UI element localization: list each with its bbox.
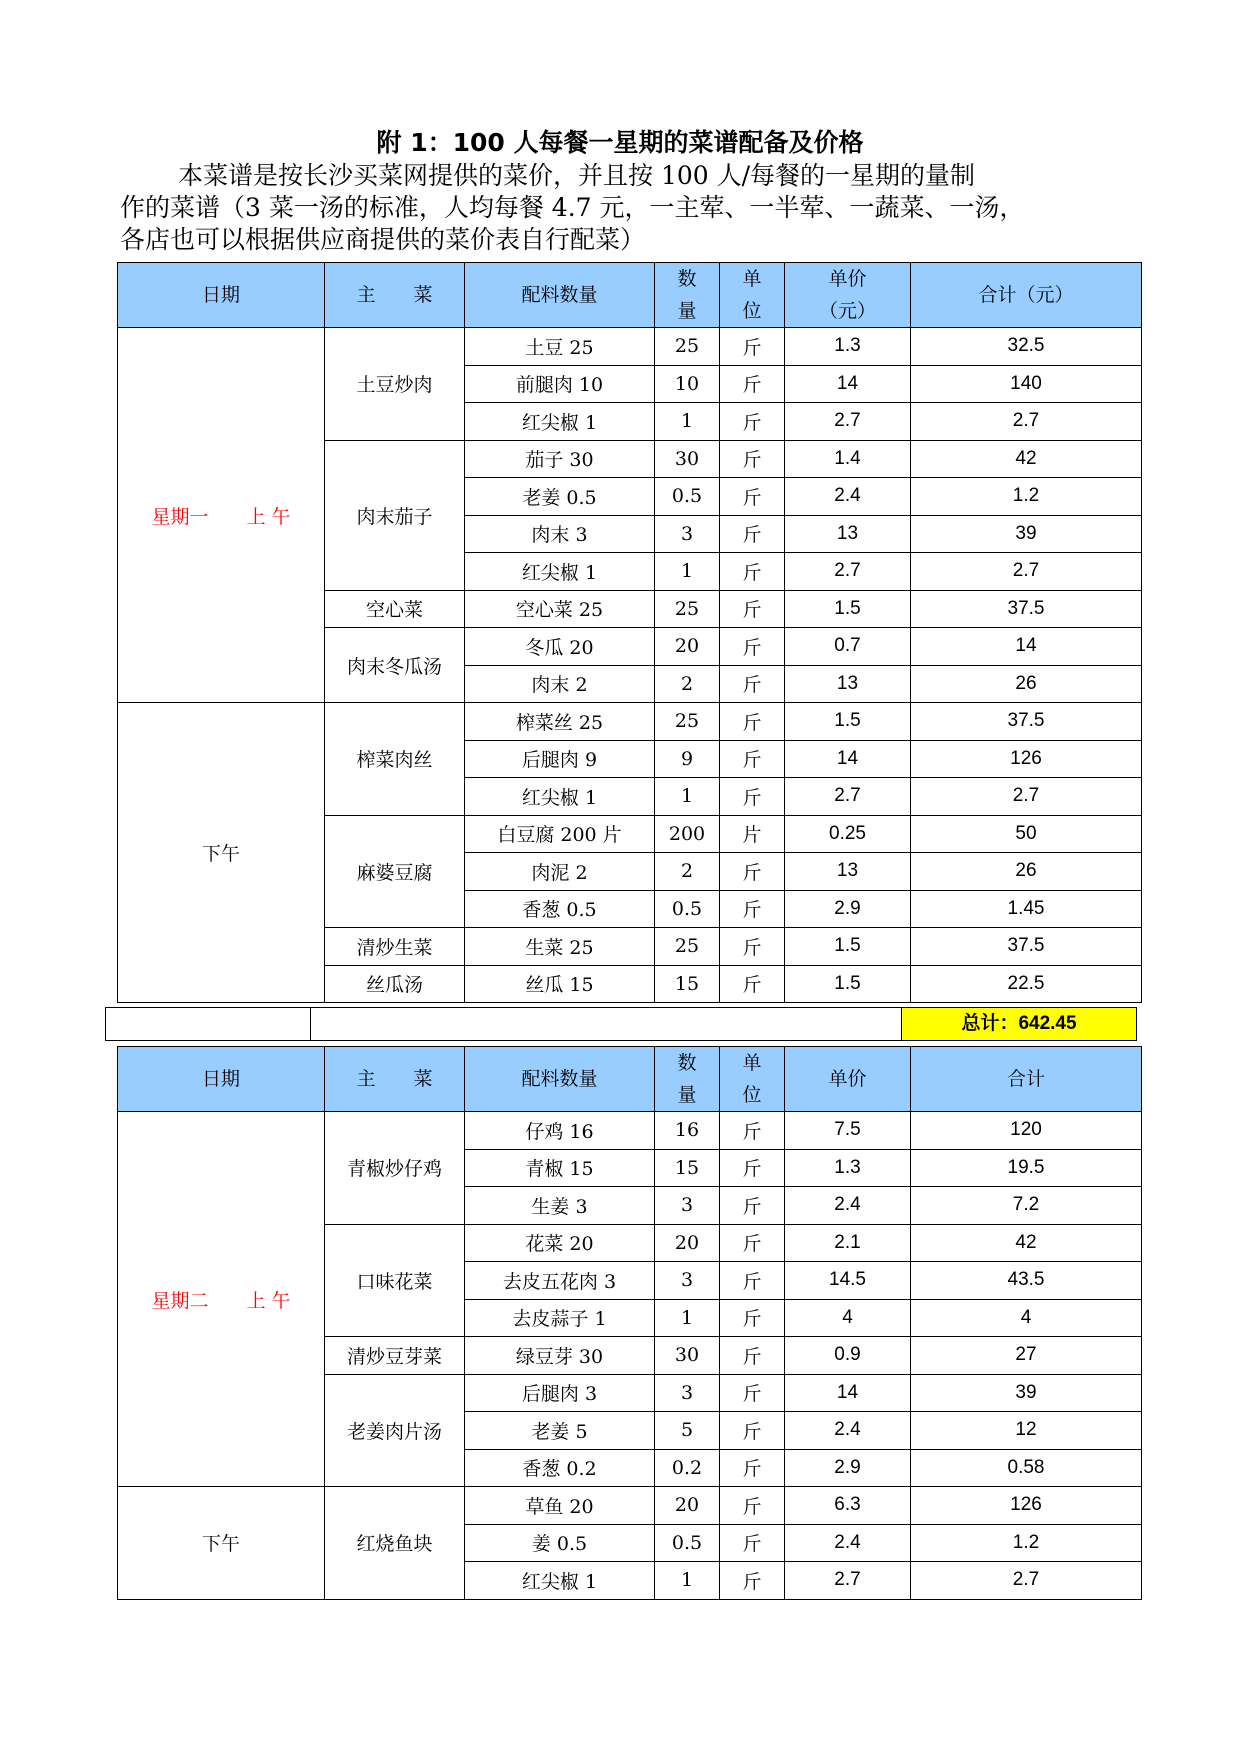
qty-cell: 0.2 [655, 1449, 720, 1487]
price-cell: 1.4 [785, 440, 911, 478]
intro-line-3: 各店也可以根据供应商提供的菜价表自行配菜） [120, 225, 646, 254]
qty-cell: 15 [655, 1149, 720, 1187]
total-cell: 27 [911, 1337, 1142, 1375]
total-cell: 39 [911, 1374, 1142, 1412]
price-cell: 2.9 [785, 1449, 911, 1487]
qty-cell: 0.5 [655, 890, 720, 928]
total-cell: 4 [911, 1299, 1142, 1337]
price-cell: 2.7 [785, 778, 911, 816]
header-price [785, 263, 911, 328]
total-cell: 12 [911, 1412, 1142, 1450]
date-cell [118, 703, 325, 1003]
header-qty [655, 263, 720, 328]
price-cell: 14 [785, 740, 911, 778]
header-price: 单价 [785, 1047, 911, 1112]
header-unit-a: 单 [742, 268, 762, 290]
header-total: 合计（元） [911, 263, 1142, 328]
qty-cell: 10 [655, 365, 720, 403]
qty-cell: 25 [655, 703, 720, 741]
qty-cell: 25 [655, 590, 720, 628]
dish-name-cell: 老姜肉片汤 [325, 1374, 465, 1487]
grand-total-row [105, 1007, 1137, 1041]
date-day: 下午 [201, 1533, 240, 1556]
header-unit [720, 263, 785, 328]
ingredient-cell: 去皮五花肉 3 [465, 1262, 655, 1300]
unit-cell: 斤 [720, 890, 785, 928]
dish-name-cell: 肉末茄子 [325, 440, 465, 590]
price-cell: 6.3 [785, 1487, 911, 1525]
header-qty [655, 1047, 720, 1112]
ingredient-cell: 红尖椒 1 [465, 553, 655, 591]
intro-paragraph [120, 160, 1140, 256]
qty-cell: 200 [655, 815, 720, 853]
total-cell: 126 [911, 1487, 1142, 1525]
header-date: 日期 [118, 263, 325, 328]
date-cell [118, 1112, 325, 1487]
total-cell: 50 [911, 815, 1142, 853]
grand-total-cell: 总计：642.45 [901, 1007, 1137, 1041]
qty-cell: 30 [655, 1337, 720, 1375]
menu-table-week1-part1 [117, 262, 1142, 1003]
total-cell: 32.5 [911, 328, 1142, 366]
price-cell: 14 [785, 1374, 911, 1412]
unit-cell: 斤 [720, 515, 785, 553]
document-title: 附 1：100 人每餐一星期的菜谱配备及价格 [376, 128, 864, 157]
unit-cell: 斤 [720, 478, 785, 516]
unit-cell: 斤 [720, 1262, 785, 1300]
qty-cell: 1 [655, 403, 720, 441]
table-row [118, 1112, 1142, 1150]
price-cell: 2.1 [785, 1224, 911, 1262]
header-ingredient: 配料数量 [465, 263, 655, 328]
intro-line-2: 作的菜谱（3 菜一汤的标准，人均每餐 4.7 元，一主荤、一半荤、一蔬菜、一汤， [120, 193, 1025, 222]
ingredient-cell: 花菜 20 [465, 1224, 655, 1262]
price-cell: 2.9 [785, 890, 911, 928]
grand-total-blank-left [105, 1007, 311, 1041]
qty-cell: 1 [655, 778, 720, 816]
ingredient-cell: 姜 0.5 [465, 1524, 655, 1562]
price-cell: 0.7 [785, 628, 911, 666]
dish-name-cell: 清炒豆芽菜 [325, 1337, 465, 1375]
total-cell: 1.2 [911, 478, 1142, 516]
unit-cell: 斤 [720, 1224, 785, 1262]
ingredient-cell: 生姜 3 [465, 1187, 655, 1225]
header-unit [720, 1047, 785, 1112]
unit-cell: 斤 [720, 1149, 785, 1187]
qty-cell: 1 [655, 553, 720, 591]
header-dish-b: 菜 [413, 284, 433, 306]
ingredient-cell: 白豆腐 200 片 [465, 815, 655, 853]
qty-cell: 25 [655, 328, 720, 366]
ingredient-cell: 丝瓜 15 [465, 965, 655, 1003]
unit-cell: 片 [720, 815, 785, 853]
dish-name-cell: 榨菜肉丝 [325, 703, 465, 816]
unit-cell: 斤 [720, 703, 785, 741]
total-cell: 37.5 [911, 703, 1142, 741]
ingredient-cell: 后腿肉 3 [465, 1374, 655, 1412]
price-cell: 0.25 [785, 815, 911, 853]
price-cell: 13 [785, 853, 911, 891]
dish-name-cell: 红烧鱼块 [325, 1487, 465, 1600]
header-qty-a: 数 [677, 268, 697, 290]
ingredient-cell: 红尖椒 1 [465, 1562, 655, 1600]
header-unit-b: 位 [742, 1084, 762, 1106]
qty-cell: 2 [655, 853, 720, 891]
header-qty-b: 量 [677, 1084, 697, 1106]
header-dish-a: 主 [356, 284, 376, 306]
grand-total-blank-mid [310, 1007, 901, 1041]
total-cell: 43.5 [911, 1262, 1142, 1300]
unit-cell: 斤 [720, 1337, 785, 1375]
price-cell: 2.4 [785, 1412, 911, 1450]
price-cell: 2.7 [785, 553, 911, 591]
dish-name-cell: 土豆炒肉 [325, 328, 465, 441]
table-row [118, 328, 1142, 366]
total-cell: 42 [911, 440, 1142, 478]
header-total: 合计 [911, 1047, 1142, 1112]
ingredient-cell: 榨菜丝 25 [465, 703, 655, 741]
unit-cell: 斤 [720, 1487, 785, 1525]
price-cell: 2.7 [785, 1562, 911, 1600]
unit-cell: 斤 [720, 590, 785, 628]
ingredient-cell: 老姜 5 [465, 1412, 655, 1450]
header-qty-a: 数 [677, 1052, 697, 1074]
header-row [118, 263, 1142, 328]
qty-cell: 1 [655, 1562, 720, 1600]
ingredient-cell: 后腿肉 9 [465, 740, 655, 778]
header-dish [325, 1047, 465, 1112]
ingredient-cell: 生菜 25 [465, 928, 655, 966]
ingredient-cell: 肉末 2 [465, 665, 655, 703]
dish-name-cell: 麻婆豆腐 [325, 815, 465, 928]
dish-name-cell: 丝瓜汤 [325, 965, 465, 1003]
unit-cell: 斤 [720, 365, 785, 403]
price-cell: 1.5 [785, 928, 911, 966]
ingredient-cell: 肉泥 2 [465, 853, 655, 891]
date-cell [118, 328, 325, 703]
ingredient-cell: 香葱 0.2 [465, 1449, 655, 1487]
price-cell: 0.9 [785, 1337, 911, 1375]
unit-cell: 斤 [720, 1524, 785, 1562]
ingredient-cell: 香葱 0.5 [465, 890, 655, 928]
header-dish [325, 263, 465, 328]
dish-name-cell: 青椒炒仔鸡 [325, 1112, 465, 1225]
menu-table-week1-part2 [117, 1046, 1142, 1600]
intro-line-1: 本菜谱是按长沙买菜网提供的菜价，并且按 100 人/每餐的一星期的量制 [178, 161, 976, 190]
total-cell: 2.7 [911, 553, 1142, 591]
date-cell [118, 1487, 325, 1600]
qty-cell: 3 [655, 1374, 720, 1412]
ingredient-cell: 空心菜 25 [465, 590, 655, 628]
total-cell: 2.7 [911, 1562, 1142, 1600]
ingredient-cell: 冬瓜 20 [465, 628, 655, 666]
price-cell: 2.4 [785, 1524, 911, 1562]
date-day: 星期一 [151, 505, 209, 528]
qty-cell: 3 [655, 1187, 720, 1225]
unit-cell: 斤 [720, 1187, 785, 1225]
header-dish-b: 菜 [413, 1068, 433, 1090]
total-cell: 7.2 [911, 1187, 1142, 1225]
total-cell: 126 [911, 740, 1142, 778]
header-price-a: 单价 [828, 268, 867, 290]
qty-cell: 0.5 [655, 1524, 720, 1562]
ingredient-cell: 草鱼 20 [465, 1487, 655, 1525]
qty-cell: 3 [655, 1262, 720, 1300]
ingredient-cell: 去皮蒜子 1 [465, 1299, 655, 1337]
price-cell: 14.5 [785, 1262, 911, 1300]
qty-cell: 3 [655, 515, 720, 553]
ingredient-cell: 青椒 15 [465, 1149, 655, 1187]
qty-cell: 15 [655, 965, 720, 1003]
price-cell: 2.7 [785, 403, 911, 441]
unit-cell: 斤 [720, 403, 785, 441]
ingredient-cell: 红尖椒 1 [465, 778, 655, 816]
total-cell: 19.5 [911, 1149, 1142, 1187]
unit-cell: 斤 [720, 665, 785, 703]
qty-cell: 25 [655, 928, 720, 966]
header-dish-a: 主 [356, 1068, 376, 1090]
unit-cell: 斤 [720, 1412, 785, 1450]
ingredient-cell: 老姜 0.5 [465, 478, 655, 516]
total-cell: 26 [911, 853, 1142, 891]
header-row [118, 1047, 1142, 1112]
unit-cell: 斤 [720, 853, 785, 891]
table-row [118, 703, 1142, 741]
total-cell: 0.58 [911, 1449, 1142, 1487]
ingredient-cell: 绿豆芽 30 [465, 1337, 655, 1375]
qty-cell: 20 [655, 1224, 720, 1262]
price-cell: 14 [785, 365, 911, 403]
qty-cell: 16 [655, 1112, 720, 1150]
header-qty-b: 量 [677, 300, 697, 322]
date-period: 上 午 [246, 1289, 291, 1312]
price-cell: 1.5 [785, 703, 911, 741]
dish-name-cell: 口味花菜 [325, 1224, 465, 1337]
price-cell: 13 [785, 515, 911, 553]
unit-cell: 斤 [720, 553, 785, 591]
unit-cell: 斤 [720, 328, 785, 366]
unit-cell: 斤 [720, 928, 785, 966]
price-cell: 2.4 [785, 1187, 911, 1225]
price-cell: 1.5 [785, 965, 911, 1003]
header-price-b: （元） [818, 300, 876, 322]
header-ingredient: 配料数量 [465, 1047, 655, 1112]
qty-cell: 1 [655, 1299, 720, 1337]
unit-cell: 斤 [720, 778, 785, 816]
price-cell: 1.3 [785, 1149, 911, 1187]
unit-cell: 斤 [720, 628, 785, 666]
date-day: 下午 [201, 843, 240, 865]
qty-cell: 20 [655, 628, 720, 666]
ingredient-cell: 红尖椒 1 [465, 403, 655, 441]
price-cell: 4 [785, 1299, 911, 1337]
total-cell: 120 [911, 1112, 1142, 1150]
unit-cell: 斤 [720, 1562, 785, 1600]
total-cell: 2.7 [911, 778, 1142, 816]
total-cell: 140 [911, 365, 1142, 403]
unit-cell: 斤 [720, 1449, 785, 1487]
qty-cell: 5 [655, 1412, 720, 1450]
unit-cell: 斤 [720, 440, 785, 478]
total-cell: 39 [911, 515, 1142, 553]
unit-cell: 斤 [720, 1112, 785, 1150]
unit-cell: 斤 [720, 1299, 785, 1337]
price-cell: 7.5 [785, 1112, 911, 1150]
qty-cell: 9 [655, 740, 720, 778]
price-cell: 2.4 [785, 478, 911, 516]
ingredient-cell: 仔鸡 16 [465, 1112, 655, 1150]
unit-cell: 斤 [720, 965, 785, 1003]
date-period: 上 午 [246, 505, 291, 528]
total-cell: 1.45 [911, 890, 1142, 928]
ingredient-cell: 茄子 30 [465, 440, 655, 478]
dish-name-cell: 肉末冬瓜汤 [325, 628, 465, 703]
total-cell: 42 [911, 1224, 1142, 1262]
qty-cell: 2 [655, 665, 720, 703]
table-row [118, 1487, 1142, 1525]
price-cell: 13 [785, 665, 911, 703]
qty-cell: 0.5 [655, 478, 720, 516]
total-cell: 22.5 [911, 965, 1142, 1003]
price-cell: 1.3 [785, 328, 911, 366]
date-day: 星期二 [151, 1289, 209, 1312]
total-cell: 14 [911, 628, 1142, 666]
header-unit-a: 单 [742, 1052, 762, 1074]
dish-name-cell: 空心菜 [325, 590, 465, 628]
header-unit-b: 位 [742, 300, 762, 322]
unit-cell: 斤 [720, 740, 785, 778]
dish-name-cell: 清炒生菜 [325, 928, 465, 966]
ingredient-cell: 肉末 3 [465, 515, 655, 553]
header-date: 日期 [118, 1047, 325, 1112]
price-cell: 1.5 [785, 590, 911, 628]
total-cell: 37.5 [911, 928, 1142, 966]
qty-cell: 30 [655, 440, 720, 478]
unit-cell: 斤 [720, 1374, 785, 1412]
total-cell: 26 [911, 665, 1142, 703]
ingredient-cell: 前腿肉 10 [465, 365, 655, 403]
qty-cell: 20 [655, 1487, 720, 1525]
total-cell: 1.2 [911, 1524, 1142, 1562]
total-cell: 2.7 [911, 403, 1142, 441]
total-cell: 37.5 [911, 590, 1142, 628]
ingredient-cell: 土豆 25 [465, 328, 655, 366]
